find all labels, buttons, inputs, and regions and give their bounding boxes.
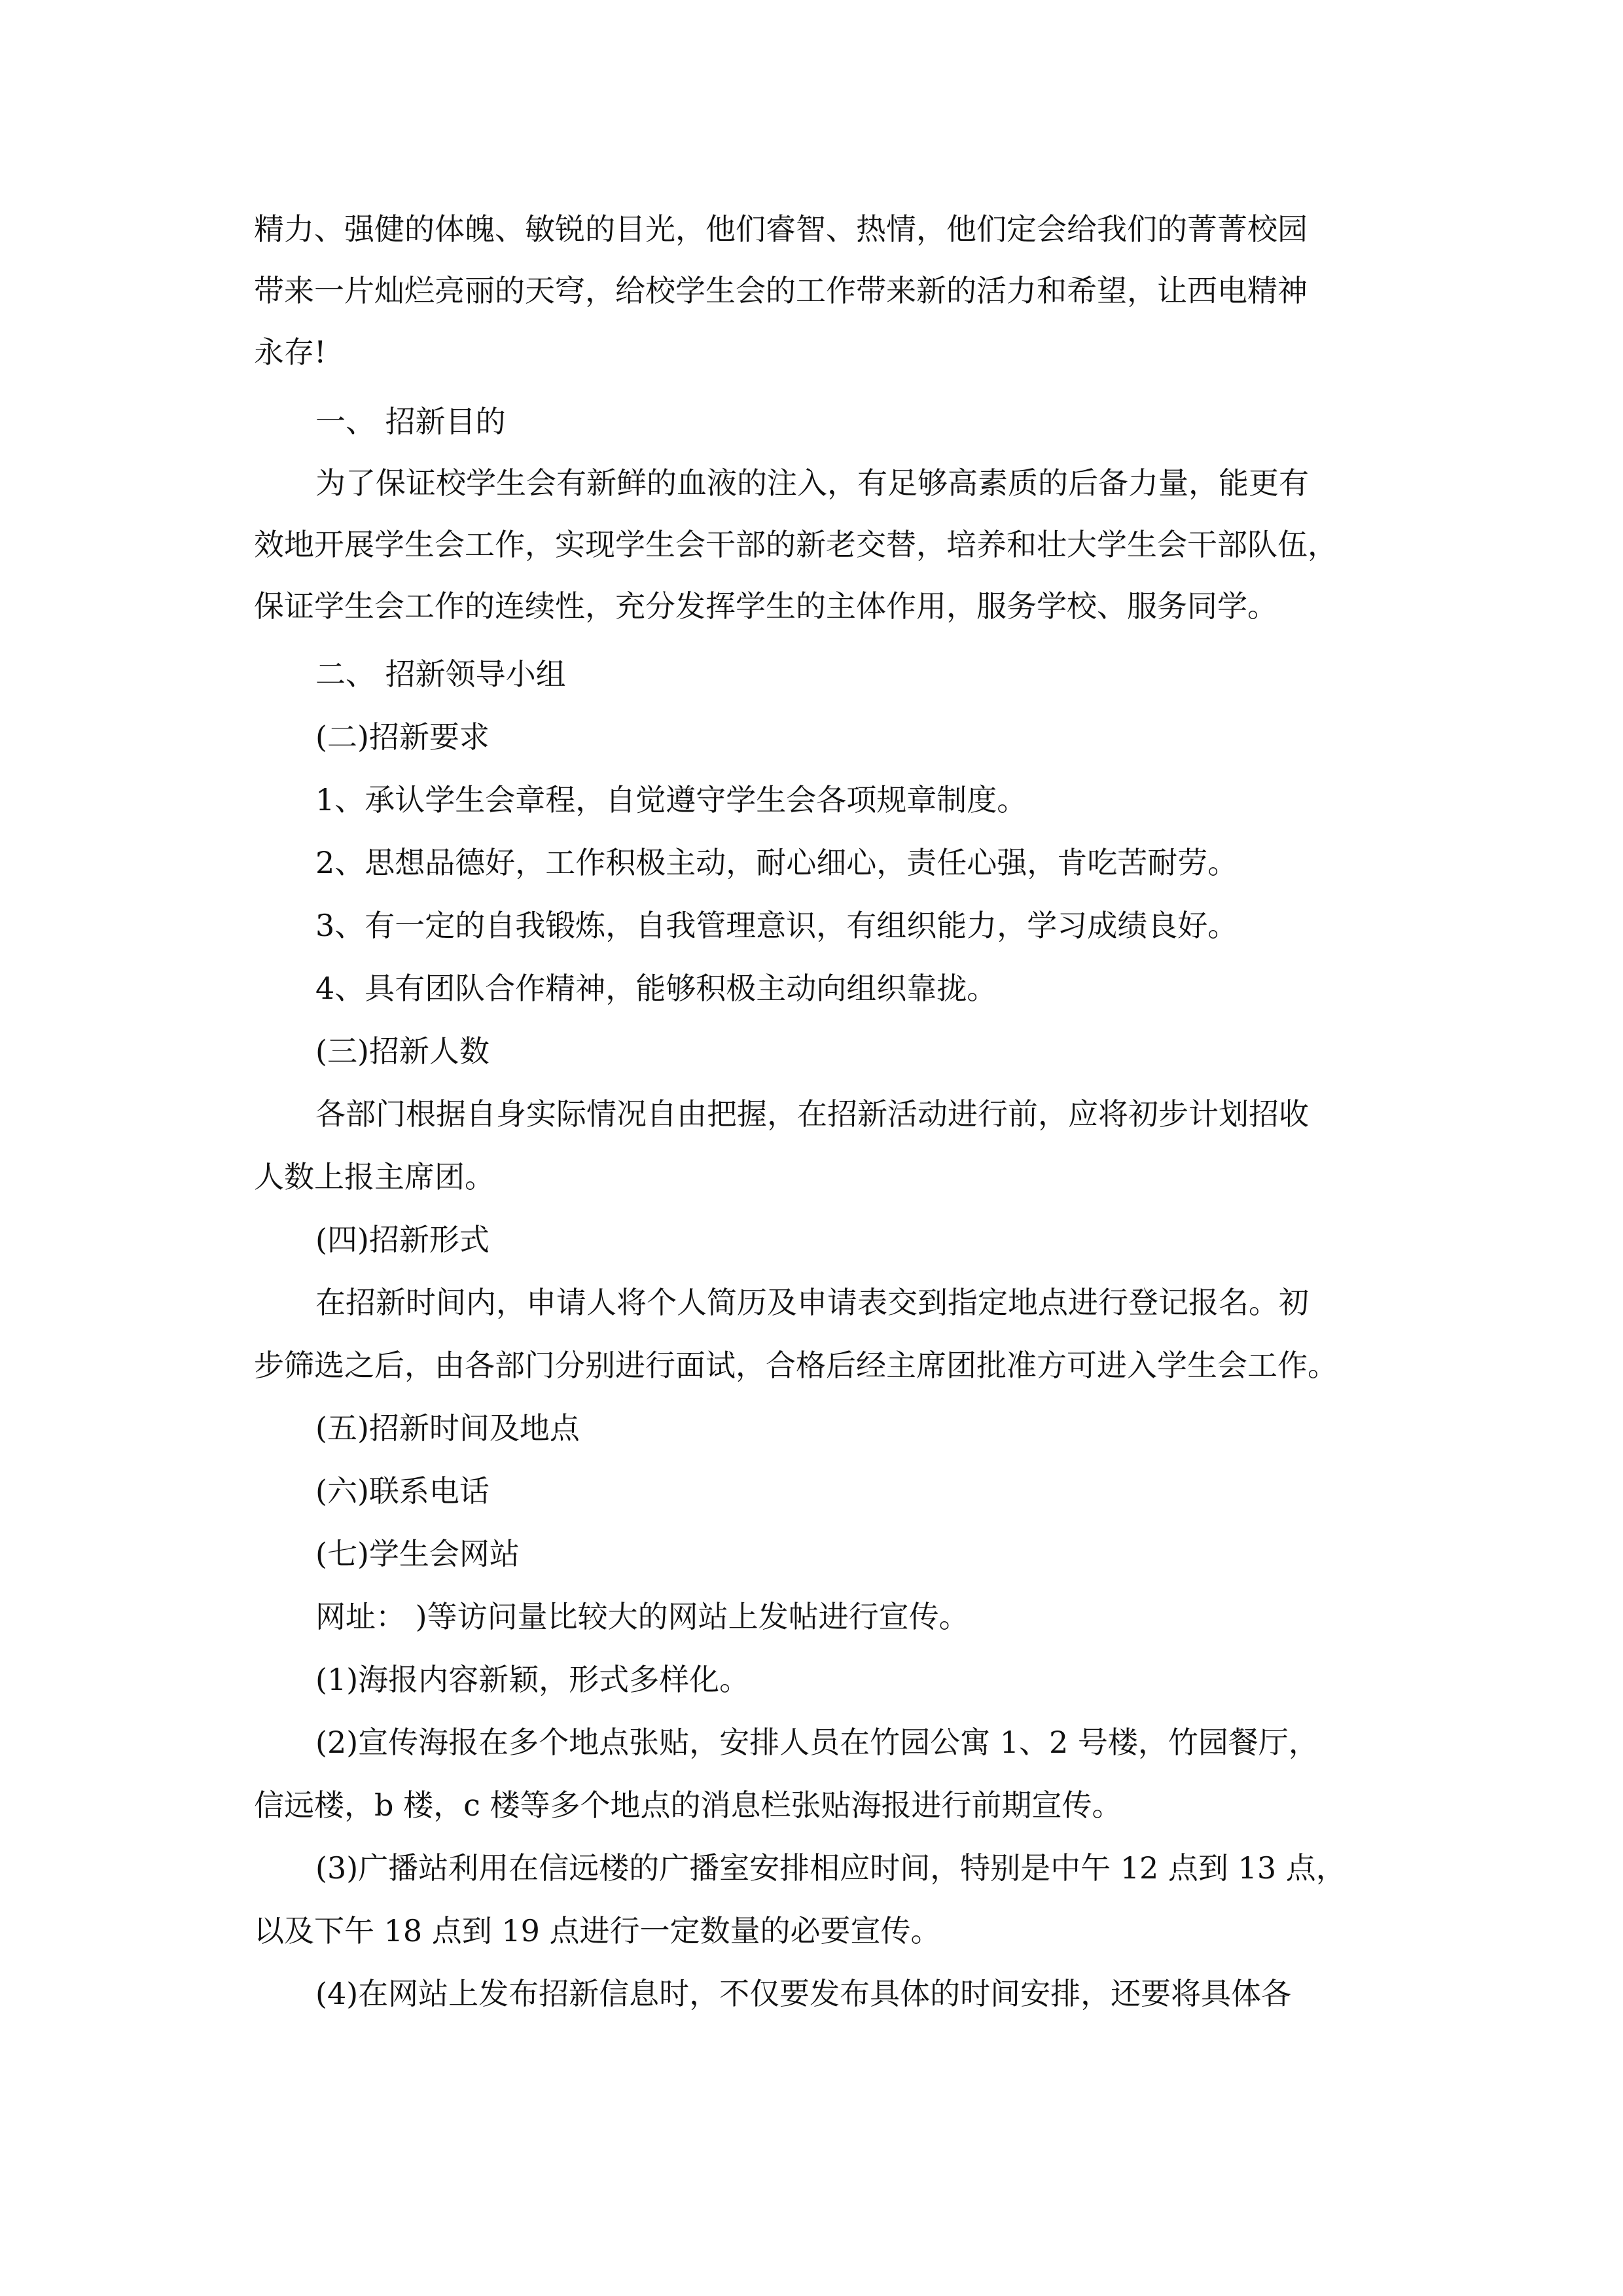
list-item: 4、具有团队合作精神，能够积极主动向组织靠拢。 [315,971,997,1006]
text-line: 为了保证校学生会有新鲜的血液的注入，有足够高素质的后备力量，能更有 [315,465,1309,501]
text-line: 效地开展学生会工作，实现学生会干部的新老交替，培养和壮大学生会干部队伍， [254,527,1338,562]
list-item: 2、思想品德好，工作积极主动，耐心细心，责任心强，肯吃苦耐劳。 [315,845,1238,880]
list-item: (3)广播站利用在信远楼的广播室安排相应时间，特别是中午 12 点到 13 点， [315,1850,1346,1886]
text-line: 信远楼，b 楼，c 楼等多个地点的消息栏张贴海报进行前期宣传。 [254,1787,1122,1823]
subsection-heading: (六)联系电话 [315,1473,490,1509]
list-item: 3、有一定的自我锻炼，自我管理意识，有组织能力，学习成绩良好。 [315,908,1238,943]
list-item: (2)宣传海报在多个地点张贴，安排人员在竹园公寓 1、2 号楼，竹园餐厅， [315,1725,1319,1760]
text-line: 以及下午 18 点到 19 点进行一定数量的必要宣传。 [254,1913,941,1948]
text-line: 保证学生会工作的连续性，充分发挥学生的主体作用，服务学校、服务同学。 [254,588,1277,624]
subsection-heading: (四)招新形式 [315,1222,490,1257]
text-line: 步筛选之后，由各部门分别进行面试，合格后经主席团批准方可进入学生会工作。 [254,1348,1338,1383]
list-item: (4)在网站上发布招新信息时，不仅要发布具体的时间安排，还要将具体各 [315,1976,1292,2011]
text-line: 在招新时间内，申请人将个人简历及申请表交到指定地点进行登记报名。初 [315,1285,1309,1320]
text-line: 人数上报主席团。 [254,1159,495,1194]
subsection-heading: (五)招新时间及地点 [315,1410,580,1446]
text-line: 带来一片灿烂亮丽的天穹，给校学生会的工作带来新的活力和希望，让西电精神 [254,273,1308,308]
list-item: 1、承认学生会章程，自觉遵守学生会各项规章制度。 [315,782,1027,817]
text-line: 永存! [254,334,327,370]
subsection-heading: (二)招新要求 [315,719,490,755]
text-line: 精力、强健的体魄、敏锐的目光，他们睿智、热情，他们定会给我们的菁菁校园 [254,211,1308,247]
subsection-heading: (三)招新人数 [315,1033,490,1069]
section-heading: 一、 招新目的 [315,404,506,439]
section-heading: 二、 招新领导小组 [315,656,566,692]
subsection-heading: (七)学生会网站 [315,1536,520,1571]
text-line: 各部门根据自身实际情况自由把握，在招新活动进行前，应将初步计划招收 [315,1096,1309,1132]
list-item: (1)海报内容新颖，形式多样化。 [315,1662,750,1697]
text-line: 网址： )等访问量比较大的网站上发帖进行宣传。 [315,1599,969,1634]
